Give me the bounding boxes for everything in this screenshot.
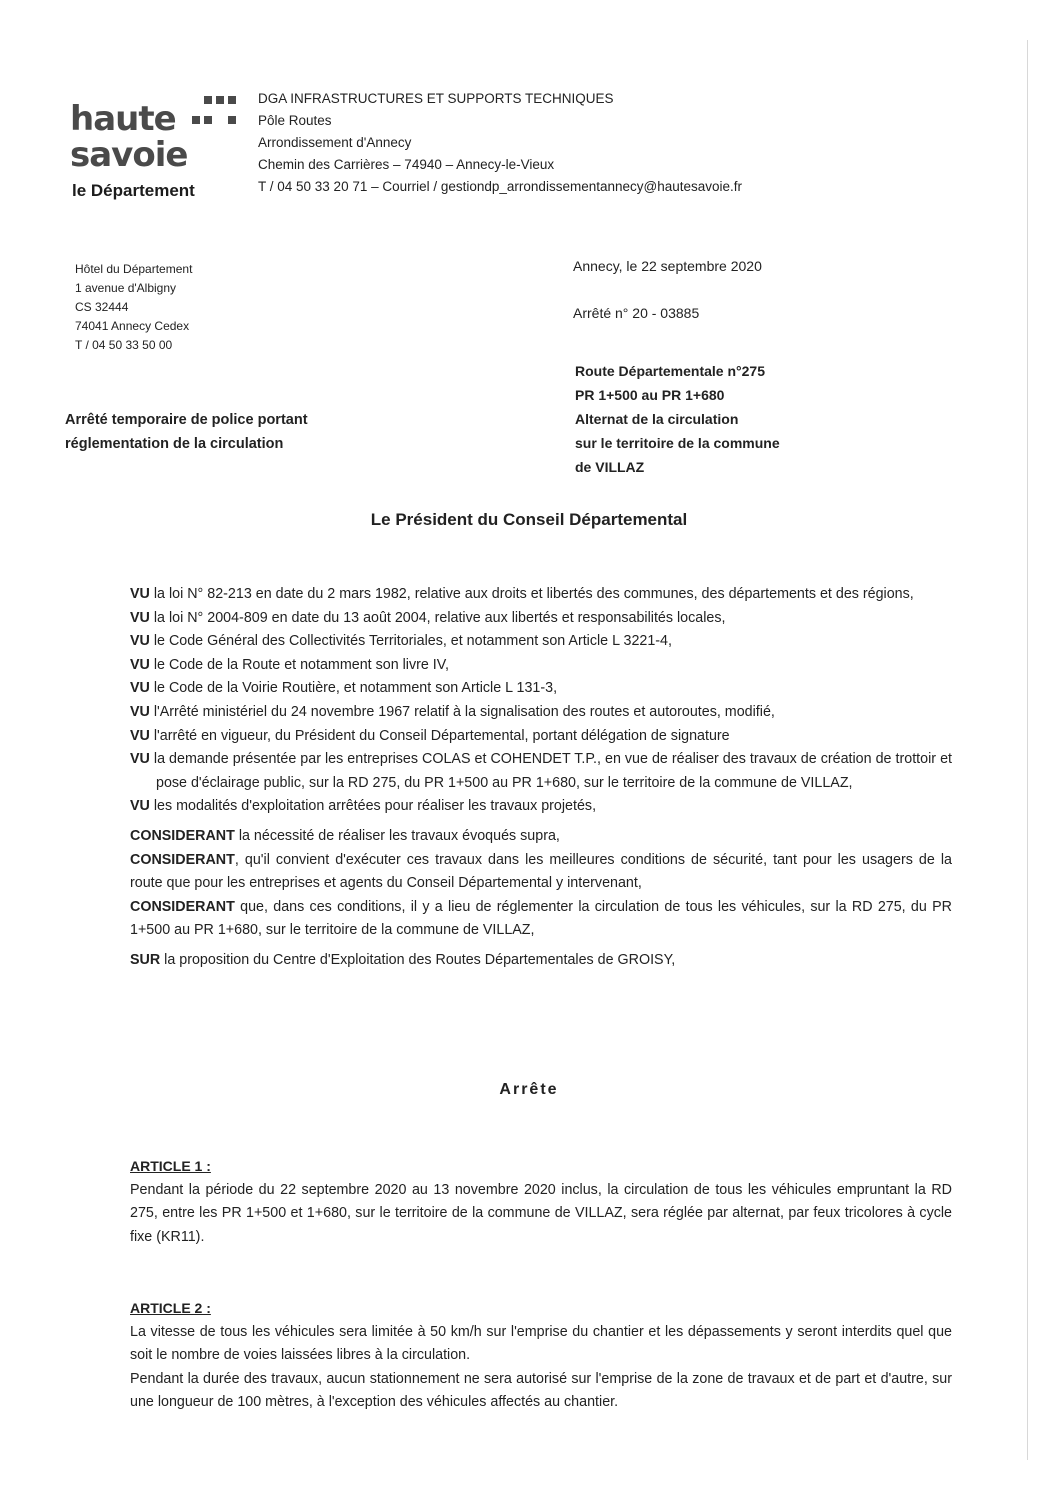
vu-item <box>130 795 952 819</box>
vu-text: l'Arrêté ministériel du 24 novembre 1967 relatif à la signalisation des routes et autoroutes, modifié, <box>153 703 775 720</box>
vu-text: l'arrêté en vigueur, du Président du Conseil Départemental, portant délégation de signature <box>153 727 730 744</box>
logo-square <box>228 116 236 124</box>
vu-keyword: VU <box>130 751 150 768</box>
vu-item <box>130 701 952 725</box>
sur-text: la proposition du Centre d'Exploitation des Routes Départementales de GROISY, <box>160 951 676 968</box>
vu-text: le Code Général des Collectivités Territoriales, et notamment son Article L 3221-4, <box>153 633 672 650</box>
address-line: CS 32444 <box>75 300 129 314</box>
considerant-item <box>130 849 952 896</box>
vu-keyword: VU <box>130 798 150 815</box>
considerant-item <box>130 825 952 849</box>
article-heading: ARTICLE 2 : <box>130 1300 211 1316</box>
article-heading: ARTICLE 1 : <box>130 1158 211 1174</box>
vu-keyword: VU <box>130 703 150 720</box>
service-header <box>258 88 742 198</box>
considerant-text: la nécessité de réaliser les travaux évoqués supra, <box>234 827 560 844</box>
considerant-keyword: CONSIDERANT <box>130 898 235 915</box>
address-line: T / 04 50 33 50 00 <box>75 338 173 352</box>
vu-item <box>130 630 952 654</box>
sur-keyword: SUR <box>130 951 161 968</box>
logo-square <box>204 96 212 104</box>
route-line: Route Départementale n°275 <box>575 363 765 379</box>
article-paragraph: Pendant la durée des travaux, aucun stationnement ne sera autorisé sur l'emprise de la zone de travaux et de part et d'autre, sur une longueur de 100 mètres, à l'exception des véhicules affectés au chantier. <box>130 1370 952 1411</box>
vu-text: les modalités d'exploitation arrêtées pour réaliser les travaux projetés, <box>153 798 597 815</box>
logo-square <box>192 116 200 124</box>
vu-text: le Code de la Route et notamment son livre IV, <box>153 656 449 673</box>
considerant-keyword: CONSIDERANT <box>130 851 235 868</box>
vu-keyword: VU <box>130 586 150 602</box>
arrete-title: Arrête <box>499 1081 559 1098</box>
considerant-keyword: CONSIDERANT <box>130 827 235 844</box>
logo-text-savoie: savoie <box>70 135 188 175</box>
logo-square <box>228 96 236 104</box>
vu-keyword: VU <box>130 656 150 673</box>
date-line: Annecy, le 22 septembre 2020 <box>573 258 762 274</box>
route-line: sur le territoire de la commune <box>575 435 780 451</box>
article-paragraph: Pendant la période du 22 septembre 2020 au 13 novembre 2020 inclus, la circulation de tous les véhicules empruntant la RD 275, entre les PR 1+500 et 1+680, sur le territoire de la commune de VILLAZ, sera réglée par alternat, par feux tricolores à cycle fixe (KR11). <box>130 1181 952 1245</box>
vu-item <box>130 748 952 795</box>
vu-keyword: VU <box>130 727 150 744</box>
considerant-item <box>130 896 952 943</box>
vu-keyword: VU <box>130 609 150 626</box>
address-line: 74041 Annecy Cedex <box>75 319 190 333</box>
vu-keyword: VU <box>130 633 150 650</box>
vu-item <box>130 654 952 678</box>
service-line: Pôle Routes <box>258 113 332 128</box>
vu-item <box>130 677 952 701</box>
sur-item <box>130 949 952 973</box>
vu-item <box>130 725 952 749</box>
address-line: 1 avenue d'Albigny <box>75 281 177 295</box>
logo-text-departement: le Département <box>72 181 195 200</box>
service-line: DGA INFRASTRUCTURES ET SUPPORTS TECHNIQUES <box>258 91 614 106</box>
route-line: de VILLAZ <box>575 459 645 475</box>
service-line: T / 04 50 33 20 71 – Courriel / gestiondp_arrondissementannecy@hautesavoie.fr <box>258 179 743 194</box>
vu-list <box>130 583 952 973</box>
address-line: Hôtel du Département <box>75 262 193 276</box>
scan-edge-line <box>1027 40 1028 1460</box>
vu-text: la loi N° 2004-809 en date du 13 août 2004, relative aux libertés et responsabilités locales, <box>153 609 726 626</box>
vu-item <box>130 607 952 631</box>
subject-line: Arrêté temporaire de police portant <box>65 412 308 428</box>
logo-square <box>204 116 212 124</box>
route-line: PR 1+500 au PR 1+680 <box>575 387 725 403</box>
vu-text: la loi N° 82-213 en date du 2 mars 1982, relative aux droits et libertés des communes, des départements et des régions, <box>153 586 914 602</box>
article-paragraph: La vitesse de tous les véhicules sera limitée à 50 km/h sur l'emprise du chantier et les dépassements y seront interdits quel que soit le nombre de voies laissées libres à la circulation. <box>130 1323 952 1364</box>
article-2 <box>130 1297 952 1415</box>
considerant-text: , qu'il convient d'exécuter ces travaux dans les meilleures conditions de sécurité, tant pour les usagers de la route que pour les entreprises et agents du Conseil Départemental y intervenant, <box>130 851 952 892</box>
route-block <box>575 359 780 479</box>
hotel-address <box>75 260 192 355</box>
subject-line: réglementation de la circulation <box>65 436 284 452</box>
arrete-subject <box>65 408 308 456</box>
service-line: Chemin des Carrières – 74940 – Annecy-le-Vieux <box>258 157 555 172</box>
considerant-text: que, dans ces conditions, il y a lieu de réglementer la circulation de tous les véhicules, sur la RD 275, du PR 1+500 au PR 1+680, sur le territoire de la commune de VILLAZ, <box>130 898 952 939</box>
logo-square <box>216 96 224 104</box>
service-line: Arrondissement d'Annecy <box>258 135 412 150</box>
article-1 <box>130 1155 952 1249</box>
vu-text: la demande présentée par les entreprises COLAS et COHENDET T.P., en vue de réaliser des travaux de création de trottoir et pose d'éclairage public, sur la RD 275, du PR 1+500 au PR 1+680, sur le territoire de la commune de VILLAZ, <box>153 751 952 791</box>
president-title: Le Président du Conseil Départemental <box>370 510 688 529</box>
logo-text-haute: haute <box>70 99 176 139</box>
vu-keyword: VU <box>130 680 150 697</box>
vu-text: le Code de la Voirie Routière, et notamment son Article L 131-3, <box>153 680 558 697</box>
route-line: Alternat de la circulation <box>575 411 739 427</box>
arrete-number: Arrêté n° 20 - 03885 <box>573 305 700 321</box>
vu-item <box>130 583 952 607</box>
